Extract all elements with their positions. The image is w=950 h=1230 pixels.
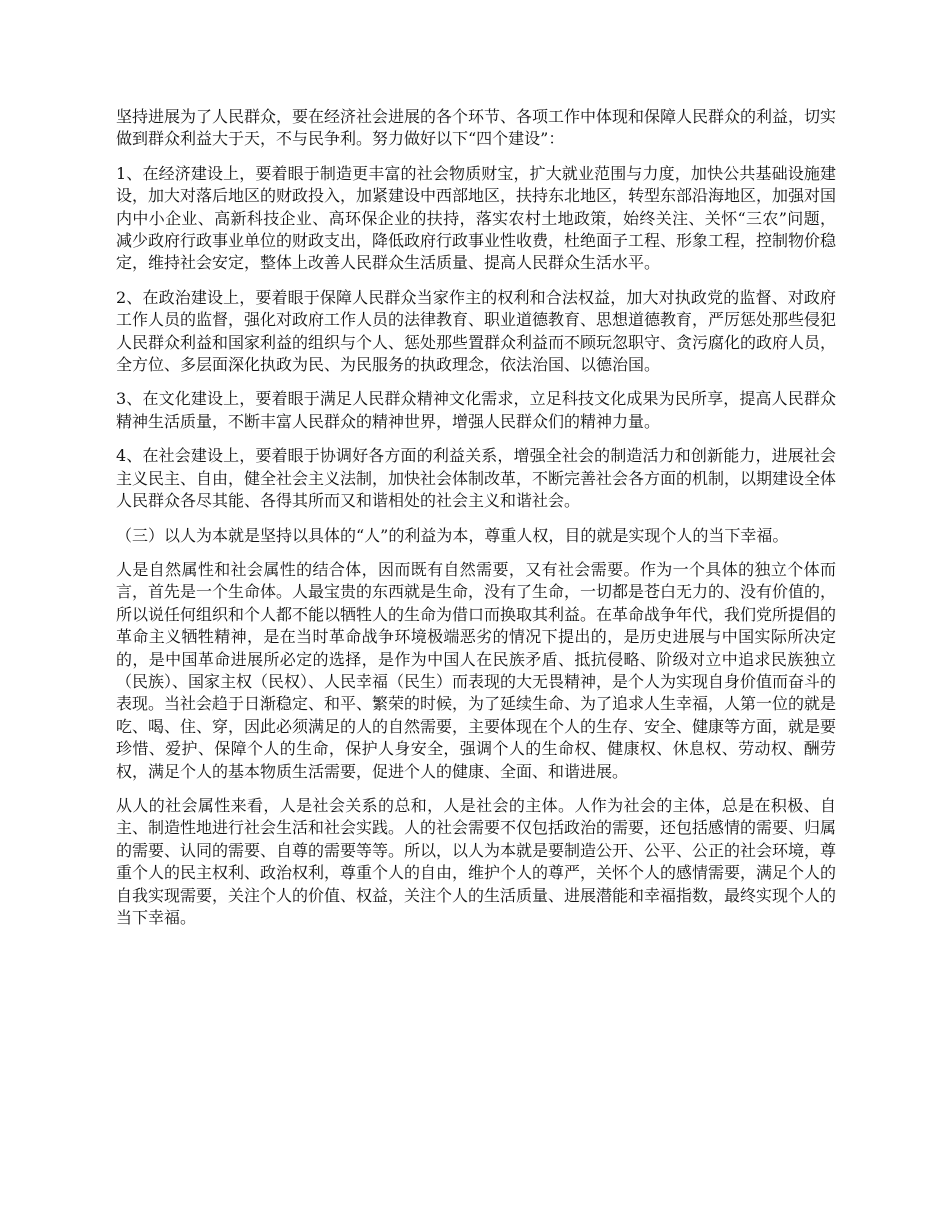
- paragraph-natural-attributes: 人是自然属性和社会属性的结合体，因而既有自然需要，又有社会需要。作为一个具体的独立个体而言，首先是一个生命体。人最宝贵的东西就是生命，没有了生命，一切都是苍白无力的、没有价值的，所以说任何组织和个人都不能以牺牲人的生命为借口而换取其利益。在革命战争年代，我们党所提倡的革命主义牺牲精神，是在当时革命战争环境极端恶劣的情况下提出的，是历史进展与中国实际所决定的，是中国革命进展所必定的选择，是作为中国人在民族矛盾、抵抗侵略、阶级对立中追求民族独立（民族）、国家主权（民权）、人民幸福（民生）而表现的大无畏精神，是个人为实现自身价值而奋斗的表现。当社会趋于日渐稳定、和平、繁荣的时候，为了延续生命、为了追求人生幸福，人第一位的就是吃、喝、住、穿，因此必须满足的人的自然需要，主要体现在个人的生存、安全、健康等方面，就是要珍惜、爱护、保障个人的生命，保护人身安全，强调个人的生命权、健康权、休息权、劳动权、酬劳权，满足个人的基本物质生活需要，促进个人的健康、全面、和谐进展。: [116, 559, 837, 781]
- paragraph-social-construction: 4、在社会建设上，要着眼于协调好各方面的利益关系，增强全社会的制造活力和创新能力，进展社会主义民主、自由，健全社会主义法制，加快社会体制改革，不断完善社会各方面的机制，以期建设全体人民群众各尽其能、各得其所而又和谐相处的社会主义和谐社会。: [116, 446, 837, 511]
- paragraph-cultural-construction: 3、在文化建设上，要着眼于满足人民群众精神文化需求，立足科技文化成果为民所享，提高人民群众精神生活质量，不断丰富人民群众的精神世界，增强人民群众们的精神力量。: [116, 389, 836, 431]
- paragraph-political-construction: 2、在政治建设上，要着眼于保障人民群众当家作主的权利和合法权益，加大对执政党的监督、对政府工作人员的监督，强化对政府工作人员的法律教育、职业道德教育、思想道德教育，严厉惩处那些侵犯人民群众利益和国家利益的组织与个人、惩处那些置群众利益而不顾玩忽职守、贪污腐化的政府人员，全方位、多层面深化执政为民、为民服务的执政理念，依法治国、以德治国。: [116, 287, 837, 375]
- section-heading-three: （三）以人为本就是坚持以具体的“人”的利益为本，尊重人权，目的就是实现个人的当下幸福。: [116, 525, 789, 545]
- paragraph-intro: 坚持进展为了人民群众，要在经济社会进展的各个环节、各项工作中体现和保障人民群众的利益，切实做到群众利益大于天，不与民争利。努力做好以下“四个建设”：: [116, 107, 837, 149]
- paragraph-social-attributes: 从人的社会属性来看，人是社会关系的总和，人是社会的主体。人作为社会的主体，总是在积极、自主、制造性地进行社会生活和社会实践。人的社会需要不仅包括政治的需要，还包括感情的需要、归属的需要、认同的需要、自尊的需要等等。所以，以人为本就是要制造公开、公平、公正的社会环境，尊重个人的民主权利、政治权利，尊重个人的自由，维护个人的尊严，关怀个人的感情需要，满足个人的自我实现需要，关注个人的价值、权益，关注个人的生活质量、进展潜能和幸福指数，最终实现个人的当下幸福。: [116, 795, 837, 927]
- paragraph-economic-construction: 1、在经济建设上，要着眼于制造更丰富的社会物质财宝，扩大就业范围与力度，加快公共基础设施建设，加大对落后地区的财政投入，加紧建设中西部地区，扶持东北地区，转型东部沿海地区，加强对国内中小企业、高新科技企业、高环保企业的扶持，落实农村土地政策，始终关注、关怀“三农”问题，减少政府行政事业单位的财政支出，降低政府行政事业性收费，杜绝面子工程、形象工程，控制物价稳定，维持社会安定，整体上改善人民群众生活质量、提高人民群众生活水平。: [116, 163, 837, 273]
- document-body: [116, 106, 836, 941]
